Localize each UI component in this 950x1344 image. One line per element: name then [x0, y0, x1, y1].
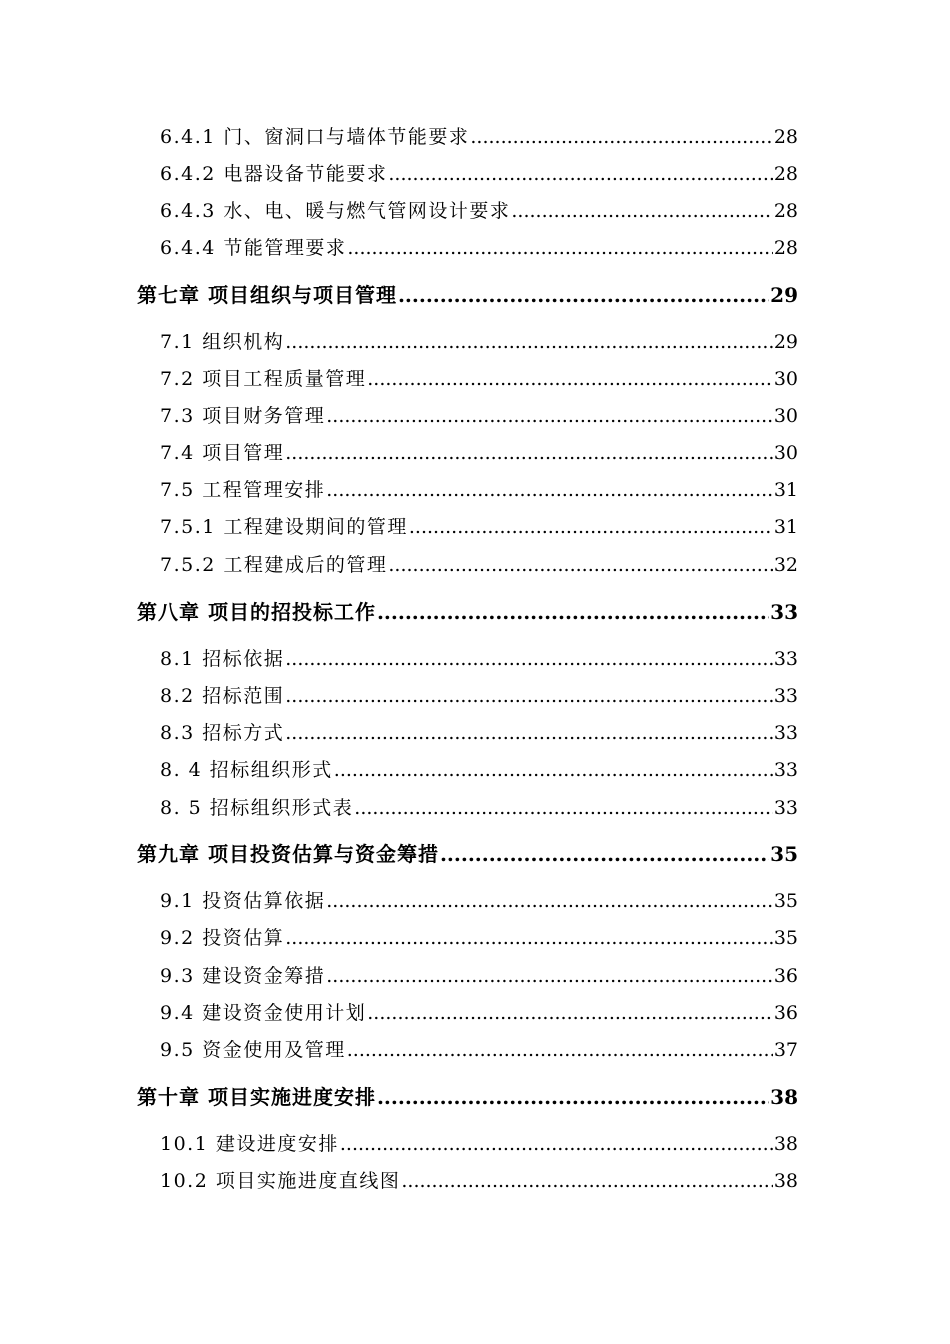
toc-entry[interactable] [160, 961, 798, 991]
toc-entry-page: 30 [773, 405, 798, 427]
dot-leader [285, 923, 773, 953]
dot-leader [334, 755, 773, 785]
toc-entry-title: 6.4.4 节能管理要求 [160, 237, 347, 259]
toc-entry[interactable] [160, 401, 798, 431]
toc-chapter-page: 35 [770, 842, 798, 866]
dot-leader [354, 793, 773, 823]
toc-entry[interactable] [160, 681, 798, 711]
toc-entry[interactable] [160, 364, 798, 394]
toc-entry-title: 7.4 项目管理 [160, 442, 285, 464]
toc-entry-page: 33 [773, 759, 798, 781]
dot-leader [285, 438, 773, 468]
dot-leader [367, 364, 773, 394]
toc-chapter-entry[interactable] [137, 839, 798, 869]
toc-entry-title: 10.1 建设进度安排 [160, 1133, 339, 1155]
toc-entry[interactable] [160, 512, 798, 542]
toc-entry-page: 31 [773, 516, 798, 538]
dot-leader [285, 718, 773, 748]
toc-entry[interactable] [160, 122, 798, 152]
toc-entry[interactable] [160, 475, 798, 505]
toc-entry-title: 7.2 项目工程质量管理 [160, 368, 367, 390]
toc-entry-page: 30 [773, 368, 798, 390]
dot-leader [377, 1082, 769, 1112]
toc-entry-title: 10.2 项目实施进度直线图 [160, 1170, 401, 1192]
toc-chapter-page: 29 [770, 283, 798, 307]
dot-leader [326, 961, 773, 991]
toc-entry-page: 28 [773, 163, 798, 185]
toc-chapter-title: 第八章 项目的招投标工作 [137, 600, 376, 624]
dot-leader [347, 233, 772, 263]
toc-entry[interactable] [160, 644, 798, 674]
toc-entry-page: 30 [773, 442, 798, 464]
toc-entry-page: 37 [773, 1039, 798, 1061]
toc-entry-title: 7.5 工程管理安排 [160, 479, 326, 501]
toc-entry[interactable] [160, 327, 798, 357]
toc-entry-page: 33 [773, 685, 798, 707]
toc-entry-title: 8.2 招标范围 [160, 685, 285, 707]
toc-chapter-title: 第九章 项目投资估算与资金筹措 [137, 842, 439, 866]
toc-chapter-page: 38 [770, 1085, 798, 1109]
toc-entry-title: 7.5.1 工程建设期间的管理 [160, 516, 408, 538]
dot-leader [470, 122, 772, 152]
toc-entry[interactable] [160, 233, 798, 263]
dot-leader [285, 681, 773, 711]
toc-entry-page: 38 [773, 1170, 798, 1192]
toc-entry[interactable] [160, 196, 798, 226]
toc-entry-title: 6.4.1 门、窗洞口与墙体节能要求 [160, 126, 470, 148]
dot-leader [347, 1035, 773, 1065]
toc-entry[interactable] [160, 159, 798, 189]
toc-entry-title: 7.5.2 工程建成后的管理 [160, 554, 388, 576]
toc-entry-page: 28 [773, 237, 798, 259]
dot-leader [440, 839, 769, 869]
dot-leader [377, 597, 769, 627]
dot-leader [401, 1166, 772, 1196]
toc-entry-page: 33 [773, 722, 798, 744]
toc-entry-page: 33 [773, 797, 798, 819]
toc-entry-title: 8.1 招标依据 [160, 648, 285, 670]
dot-leader [388, 159, 772, 189]
toc-entry-page: 32 [773, 554, 798, 576]
toc-entry-title: 7.3 项目财务管理 [160, 405, 326, 427]
toc-entry[interactable] [160, 1035, 798, 1065]
toc-entry-page: 28 [773, 200, 798, 222]
dot-leader [398, 280, 769, 310]
dot-leader [367, 998, 773, 1028]
dot-leader [326, 886, 773, 916]
toc-chapter-title: 第七章 项目组织与项目管理 [137, 283, 397, 307]
toc-entry-page: 33 [773, 648, 798, 670]
toc-entry[interactable] [160, 886, 798, 916]
toc-entry-title: 8.3 招标方式 [160, 722, 285, 744]
toc-entry[interactable] [160, 438, 798, 468]
toc-entry-title: 9.1 投资估算依据 [160, 890, 326, 912]
toc-entry[interactable] [160, 1129, 798, 1159]
toc-chapter-entry[interactable] [137, 597, 798, 627]
toc-entry[interactable] [160, 793, 798, 823]
toc-entry[interactable] [160, 718, 798, 748]
toc-entry-page: 36 [773, 1002, 798, 1024]
toc-entry[interactable] [160, 755, 798, 785]
toc-entry[interactable] [160, 998, 798, 1028]
toc-entry-title: 9.3 建设资金筹措 [160, 965, 326, 987]
toc-entry[interactable] [160, 550, 798, 580]
toc-entry-page: 35 [773, 927, 798, 949]
dot-leader [340, 1129, 773, 1159]
dot-leader [285, 327, 773, 357]
toc-entry-page: 36 [773, 965, 798, 987]
toc-entry-title: 8. 4 招标组织形式 [160, 759, 333, 781]
toc-entry-title: 7.1 组织机构 [160, 331, 285, 353]
dot-leader [511, 196, 772, 226]
toc-chapter-entry[interactable] [137, 280, 798, 310]
toc-entry-page: 29 [773, 331, 798, 353]
toc-entry-title: 6.4.2 电器设备节能要求 [160, 163, 388, 185]
toc-entry-title: 9.5 资金使用及管理 [160, 1039, 346, 1061]
toc-chapter-title: 第十章 项目实施进度安排 [137, 1085, 376, 1109]
dot-leader [285, 644, 773, 674]
dot-leader [388, 550, 772, 580]
toc-chapter-entry[interactable] [137, 1082, 798, 1112]
toc-entry-page: 28 [773, 126, 798, 148]
dot-leader [326, 401, 773, 431]
toc-chapter-page: 33 [770, 600, 798, 624]
toc-entry[interactable] [160, 923, 798, 953]
toc-entry-page: 35 [773, 890, 798, 912]
dot-leader [326, 475, 773, 505]
toc-entry[interactable] [160, 1166, 798, 1196]
dot-leader [409, 512, 773, 542]
toc-entry-title: 8. 5 招标组织形式表 [160, 797, 354, 819]
toc-entry-title: 9.2 投资估算 [160, 927, 285, 949]
toc-entry-title: 9.4 建设资金使用计划 [160, 1002, 367, 1024]
toc-entry-page: 31 [773, 479, 798, 501]
toc-entry-page: 38 [773, 1133, 798, 1155]
toc-entry-title: 6.4.3 水、电、暖与燃气管网设计要求 [160, 200, 511, 222]
